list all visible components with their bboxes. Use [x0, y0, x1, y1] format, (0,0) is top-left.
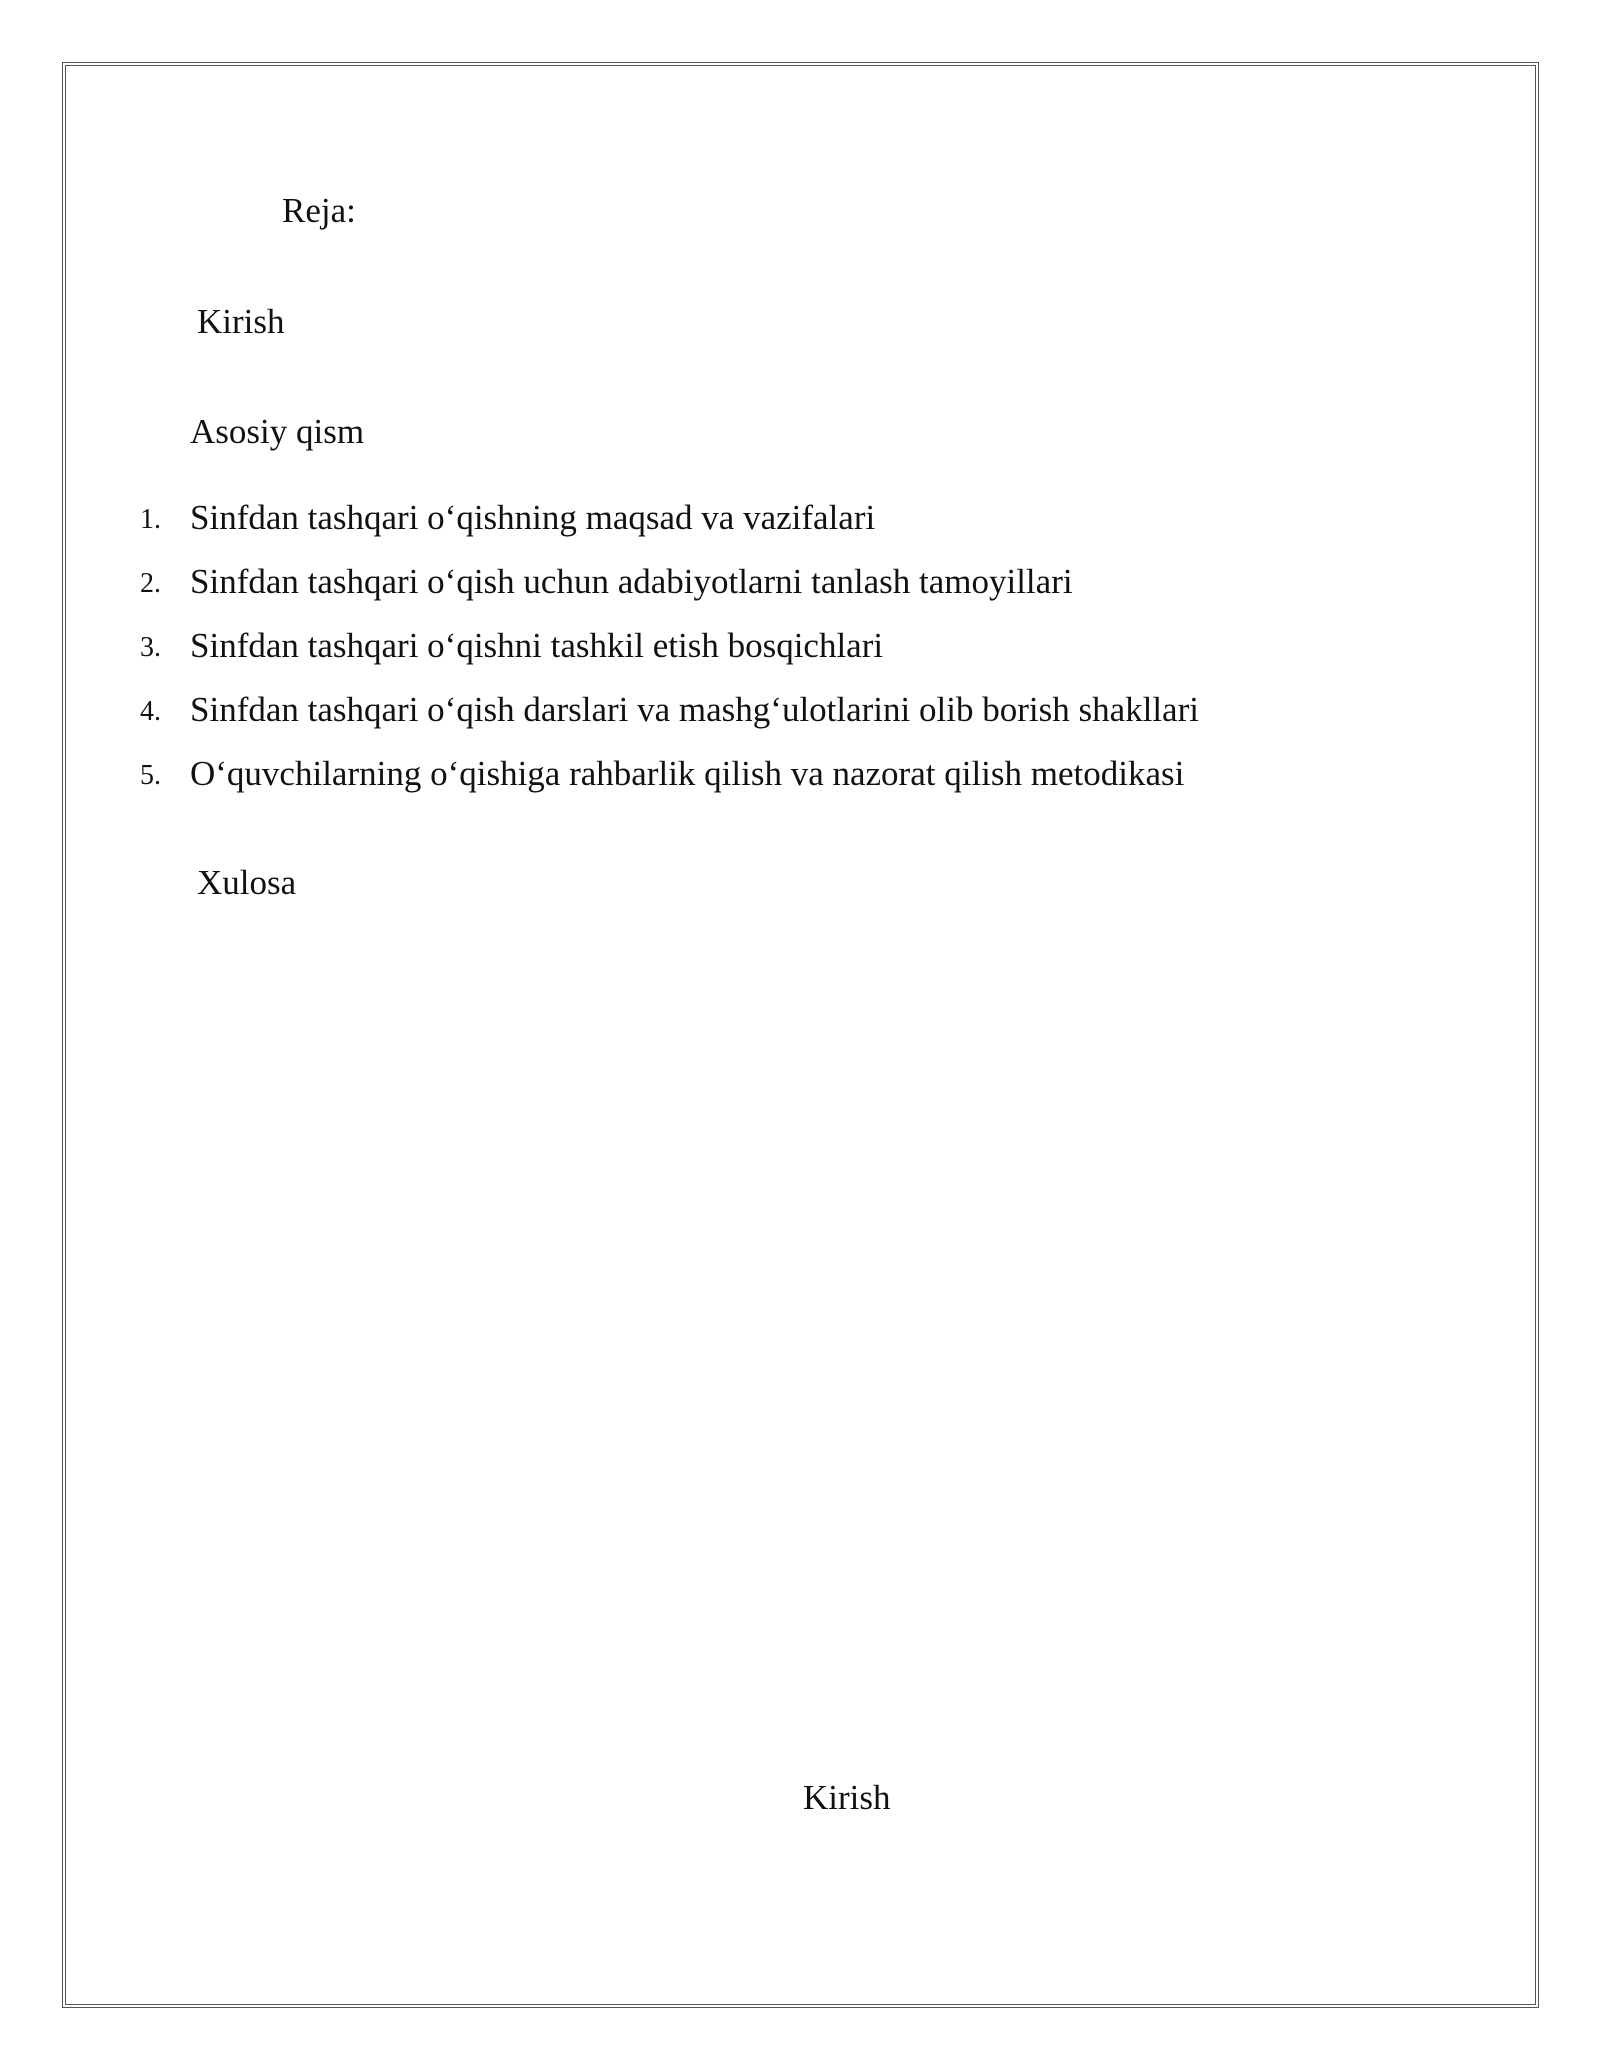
plan-item-text: Sinfdan tashqari o‘qishning maqsad va vazifalari [190, 498, 876, 537]
page-border [62, 62, 1539, 2008]
plan-item-text: Sinfdan tashqari o‘qishni tashkil etish bosqichlari [190, 626, 884, 665]
plan-item-number: 2. [140, 568, 161, 599]
plan-conclusion-label: Xulosa [197, 863, 297, 902]
plan-item-number: 4. [140, 696, 161, 727]
plan-item-text: O‘quvchilarning o‘qishiga rahbarlik qilish va nazorat qilish metodikasi [190, 754, 1185, 793]
plan-item-number: 3. [140, 632, 161, 663]
plan-title: Reja: [282, 191, 356, 230]
plan-item-number: 5. [140, 760, 161, 791]
plan-main-part-label: Asosiy qism [190, 412, 365, 451]
plan-item-number: 1. [140, 504, 161, 535]
plan-item-text: Sinfdan tashqari o‘qish uchun adabiyotlarni tanlash tamoyillari [190, 562, 1073, 601]
plan-item-text: Sinfdan tashqari o‘qish darslari va mashg‘ulotlarini olib borish shakllari [190, 690, 1199, 729]
section-heading: Kirish [803, 1778, 891, 1817]
plan-intro-label: Kirish [197, 302, 285, 341]
